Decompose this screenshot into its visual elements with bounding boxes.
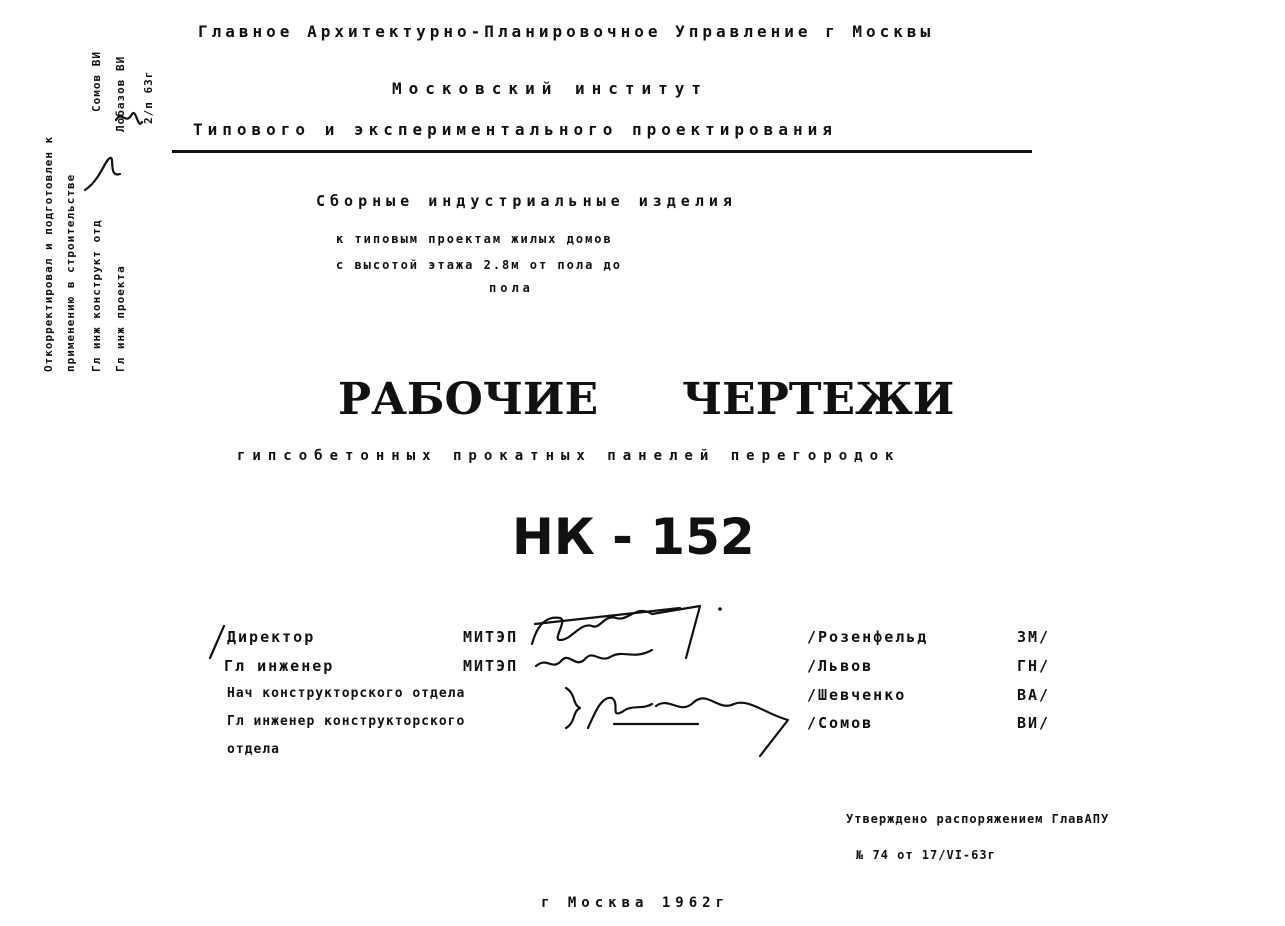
signatory-initials: ЗМ/ — [1017, 628, 1051, 646]
header-rule — [172, 150, 1032, 153]
signatory-role: Директор — [227, 628, 316, 646]
document-code: НК - 152 — [512, 508, 755, 566]
title-main-right: ЧЕРТЕЖИ — [682, 374, 955, 425]
signatory-initials: ВА/ — [1017, 686, 1051, 704]
signatory-role-continuation: отдела — [227, 742, 280, 757]
header-institute: Московский институт — [392, 79, 709, 98]
title-main-left: РАБОЧИЕ — [338, 374, 599, 425]
stamp-line-4-name: Лобазов ВИ — [114, 55, 127, 132]
signatory-initials: ГН/ — [1017, 657, 1051, 675]
signatory-org: МИТЭП — [463, 628, 519, 646]
stamp-signatures — [80, 100, 170, 200]
header-institute-full: Типового и экспериментального проектирования — [193, 120, 837, 139]
signatory-org: МИТЭП — [463, 657, 519, 675]
title-subject: гипсобетонных прокатных панелей перегородок — [237, 448, 901, 464]
stamp-line-3-name: Сомов ВИ — [90, 51, 103, 112]
subtitle-line-4: пола — [489, 281, 534, 295]
stamp-line-4-label: Гл инж проекта — [114, 265, 127, 372]
signatory-name: /Сомов — [807, 714, 874, 732]
signatory-role: Гл инженер конструкторского — [227, 714, 466, 729]
header-agency: Главное Архитектурно-Планировочное Управление г Москвы — [198, 22, 935, 41]
subtitle-line-3: с высотой этажа 2.8м от пола до — [336, 258, 622, 272]
signatory-initials: ВИ/ — [1017, 714, 1051, 732]
signatory-role: Нач конструкторского отдела — [227, 686, 466, 701]
signatory-name: /Шевченко — [807, 686, 907, 704]
subtitle-line-2: к типовым проектам жилых домов — [336, 232, 613, 246]
footer-city-year: г Москва 1962г — [541, 895, 730, 911]
signatory-role: Гл инженер — [224, 657, 335, 675]
stamp-line-1: Откорректировал и подготовлен к — [42, 135, 55, 372]
signatory-name: /Розенфельд — [807, 628, 929, 646]
signatory-name: /Львов — [807, 657, 874, 675]
stamp-line-3-label: Гл инж конструкт отд — [90, 219, 103, 372]
approval-line-2: № 74 от 17/VI-63г — [856, 848, 996, 862]
side-approval-stamp — [42, 42, 172, 372]
handwritten-signatures — [200, 600, 820, 800]
approval-line-1: Утверждено распоряжением ГлавАПУ — [846, 812, 1110, 826]
stamp-line-4-date: 2/п 63г — [142, 70, 155, 124]
subtitle-products: Сборные индустриальные изделия — [316, 192, 737, 210]
stamp-line-2: применению в строительстве — [64, 173, 77, 372]
